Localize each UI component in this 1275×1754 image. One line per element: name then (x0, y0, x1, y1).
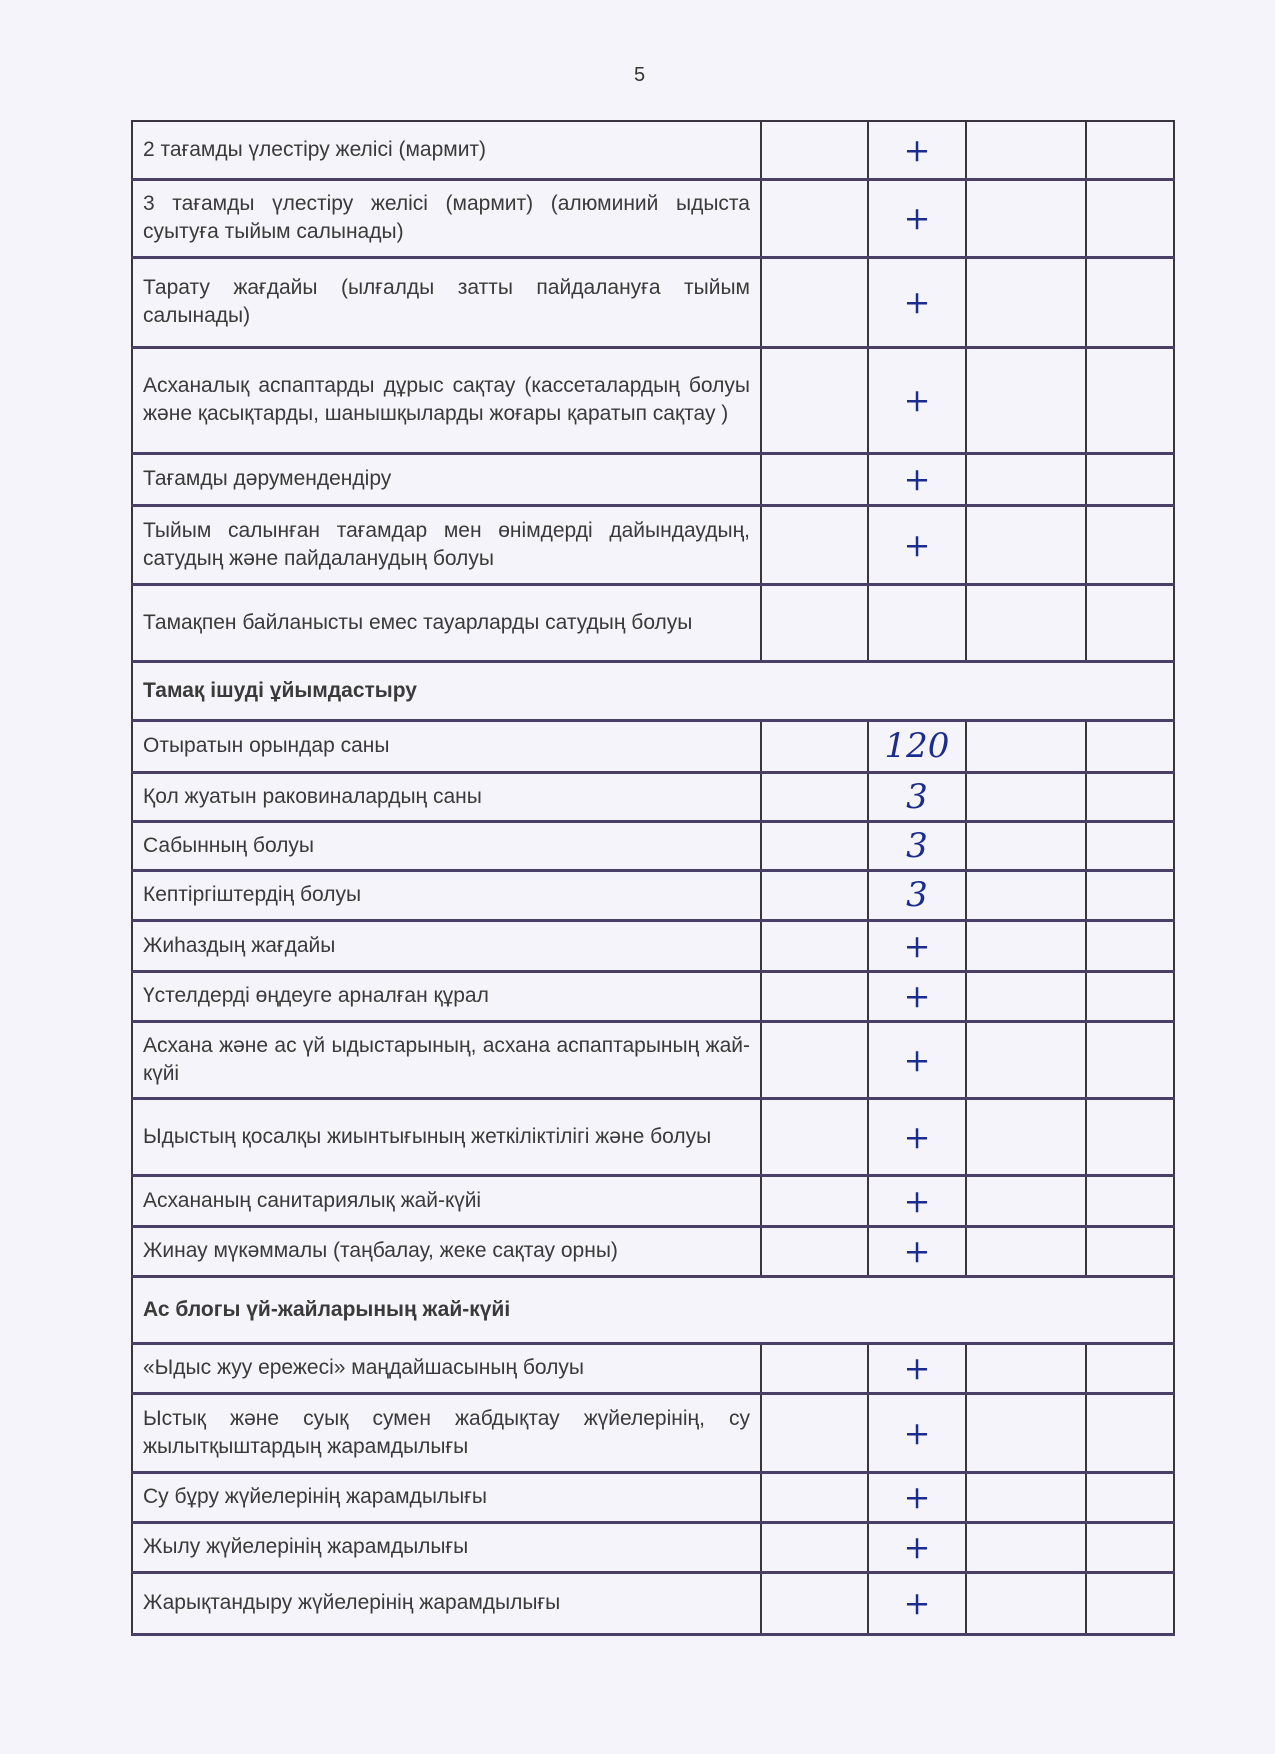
criterion-text: Жарықтандыру жүйелерінің жарамдылығы (132, 1572, 761, 1634)
handwritten-mark (868, 584, 966, 661)
criterion-text: Ыстық және суық сумен жабдықтау жүйелерінің, су жылытқыштардың жарамдылығы (132, 1393, 761, 1472)
empty-cell (761, 453, 868, 505)
empty-cell (1086, 1021, 1174, 1098)
handwritten-mark: + (868, 1472, 966, 1522)
empty-cell (761, 971, 868, 1021)
empty-cell (966, 1175, 1086, 1226)
empty-cell (1086, 1572, 1174, 1634)
criterion-text: 3 тағамды үлестіру желісі (мармит) (алюминий ыдыста суытуға тыйым салынады) (132, 179, 761, 257)
empty-cell (966, 1393, 1086, 1472)
handwritten-mark: + (868, 1393, 966, 1472)
criterion-text: Жиһаздың жағдайы (132, 920, 761, 971)
empty-cell (1086, 179, 1174, 257)
table-row (132, 821, 1174, 870)
empty-cell (1086, 772, 1174, 821)
handwritten-mark: + (868, 1175, 966, 1226)
empty-cell (966, 772, 1086, 821)
empty-cell (966, 505, 1086, 584)
empty-cell (1086, 1175, 1174, 1226)
empty-cell (761, 1472, 868, 1522)
table-row (132, 1393, 1174, 1472)
empty-cell (1086, 920, 1174, 971)
handwritten-mark: + (868, 1021, 966, 1098)
criterion-text: Асханалық аспаптарды дұрыс сақтау (кассеталардың болуы және қасықтарды, шанышқыларды жоғары қаратып сақтау ) (132, 347, 761, 453)
handwritten-mark: + (868, 121, 966, 179)
handwritten-mark: 3 (868, 870, 966, 920)
empty-cell (966, 720, 1086, 772)
handwritten-mark: 3 (868, 772, 966, 821)
criterion-text: Қол жуатын раковиналардың саны (132, 772, 761, 821)
section-header-row (132, 661, 1174, 720)
handwritten-mark: + (868, 1572, 966, 1634)
criterion-text: Сабынның болуы (132, 821, 761, 870)
empty-cell (966, 1472, 1086, 1522)
handwritten-mark: + (868, 1226, 966, 1276)
table-row (132, 720, 1174, 772)
criterion-text: Тарату жағдайы (ылғалды затты пайдалануға тыйым салынады) (132, 257, 761, 347)
criterion-text: Су бұру жүйелерінің жарамдылығы (132, 1472, 761, 1522)
empty-cell (1086, 1098, 1174, 1175)
empty-cell (1086, 1343, 1174, 1393)
handwritten-mark: + (868, 1343, 966, 1393)
criterion-text: Үстелдерді өңдеуге арналған құрал (132, 971, 761, 1021)
empty-cell (966, 920, 1086, 971)
empty-cell (966, 453, 1086, 505)
empty-cell (761, 772, 868, 821)
empty-cell (761, 1226, 868, 1276)
empty-cell (761, 1572, 868, 1634)
table-row (132, 1098, 1174, 1175)
table-row (132, 347, 1174, 453)
table-row (132, 1226, 1174, 1276)
empty-cell (761, 121, 868, 179)
table-row (132, 1021, 1174, 1098)
criterion-text: Жылу жүйелерінің жарамдылығы (132, 1522, 761, 1572)
empty-cell (1086, 821, 1174, 870)
empty-cell (761, 179, 868, 257)
table-row (132, 1522, 1174, 1572)
criterion-text: Асхана және ас үй ыдыстарының, асхана аспаптарының жай-күйі (132, 1021, 761, 1098)
empty-cell (761, 1098, 868, 1175)
handwritten-mark: + (868, 971, 966, 1021)
table-row (132, 971, 1174, 1021)
table-row (132, 1343, 1174, 1393)
table-row (132, 505, 1174, 584)
empty-cell (1086, 1393, 1174, 1472)
empty-cell (761, 347, 868, 453)
criterion-text: Кептіргіштердің болуы (132, 870, 761, 920)
handwritten-mark: 120 (868, 720, 966, 772)
empty-cell (761, 505, 868, 584)
table-row (132, 1472, 1174, 1522)
empty-cell (966, 1522, 1086, 1572)
empty-cell (761, 920, 868, 971)
inspection-checklist-table (131, 120, 1175, 1636)
empty-cell (966, 347, 1086, 453)
criterion-text: 2 тағамды үлестіру желісі (мармит) (132, 121, 761, 179)
empty-cell (1086, 720, 1174, 772)
handwritten-mark: + (868, 257, 966, 347)
empty-cell (761, 1175, 868, 1226)
table-row (132, 179, 1174, 257)
handwritten-mark: + (868, 347, 966, 453)
empty-cell (1086, 971, 1174, 1021)
handwritten-mark: + (868, 453, 966, 505)
table-row (132, 870, 1174, 920)
empty-cell (966, 584, 1086, 661)
empty-cell (1086, 505, 1174, 584)
empty-cell (1086, 453, 1174, 505)
empty-cell (966, 121, 1086, 179)
criterion-text: Тамақпен байланысты емес тауарларды сатудың болуы (132, 584, 761, 661)
criterion-text: «Ыдыс жуу ережесі» маңдайшасының болуы (132, 1343, 761, 1393)
empty-cell (966, 257, 1086, 347)
empty-cell (761, 1393, 868, 1472)
table-row (132, 584, 1174, 661)
table-row (132, 121, 1174, 179)
empty-cell (1086, 121, 1174, 179)
empty-cell (761, 720, 868, 772)
table-row (132, 453, 1174, 505)
criterion-text: Отыратын орындар саны (132, 720, 761, 772)
criterion-text: Ыдыстың қосалқы жиынтығының жеткіліктілігі және болуы (132, 1098, 761, 1175)
table-row (132, 1572, 1174, 1634)
criterion-text: Тағамды дәрумендендіру (132, 453, 761, 505)
criterion-text: Жинау мүкәммалы (таңбалау, жеке сақтау орны) (132, 1226, 761, 1276)
empty-cell (761, 821, 868, 870)
section-title: Ас блогы үй-жайларының жай-күйі (132, 1276, 1174, 1343)
handwritten-mark: + (868, 1098, 966, 1175)
empty-cell (761, 257, 868, 347)
empty-cell (1086, 257, 1174, 347)
empty-cell (966, 870, 1086, 920)
empty-cell (761, 870, 868, 920)
handwritten-mark: + (868, 1522, 966, 1572)
empty-cell (966, 179, 1086, 257)
table-row (132, 1175, 1174, 1226)
empty-cell (761, 1522, 868, 1572)
empty-cell (761, 1343, 868, 1393)
handwritten-mark: + (868, 920, 966, 971)
section-title: Тамақ ішуді ұйымдастыру (132, 661, 1174, 720)
empty-cell (966, 1226, 1086, 1276)
section-header-row (132, 1276, 1174, 1343)
criterion-text: Асхананың санитариялық жай-күйі (132, 1175, 761, 1226)
empty-cell (1086, 1472, 1174, 1522)
criterion-text: Тыйым салынған тағамдар мен өнімдерді дайындаудың, сатудың және пайдаланудың болуы (132, 505, 761, 584)
empty-cell (966, 821, 1086, 870)
empty-cell (966, 1343, 1086, 1393)
empty-cell (1086, 1522, 1174, 1572)
empty-cell (761, 1021, 868, 1098)
empty-cell (966, 1098, 1086, 1175)
empty-cell (761, 584, 868, 661)
table-row (132, 772, 1174, 821)
handwritten-mark: 3 (868, 821, 966, 870)
table-row (132, 920, 1174, 971)
table-row (132, 257, 1174, 347)
empty-cell (1086, 584, 1174, 661)
handwritten-mark: + (868, 179, 966, 257)
empty-cell (966, 1021, 1086, 1098)
empty-cell (966, 971, 1086, 1021)
empty-cell (1086, 347, 1174, 453)
empty-cell (966, 1572, 1086, 1634)
empty-cell (1086, 1226, 1174, 1276)
page-number: 5 (634, 64, 646, 86)
handwritten-mark: + (868, 505, 966, 584)
empty-cell (1086, 870, 1174, 920)
